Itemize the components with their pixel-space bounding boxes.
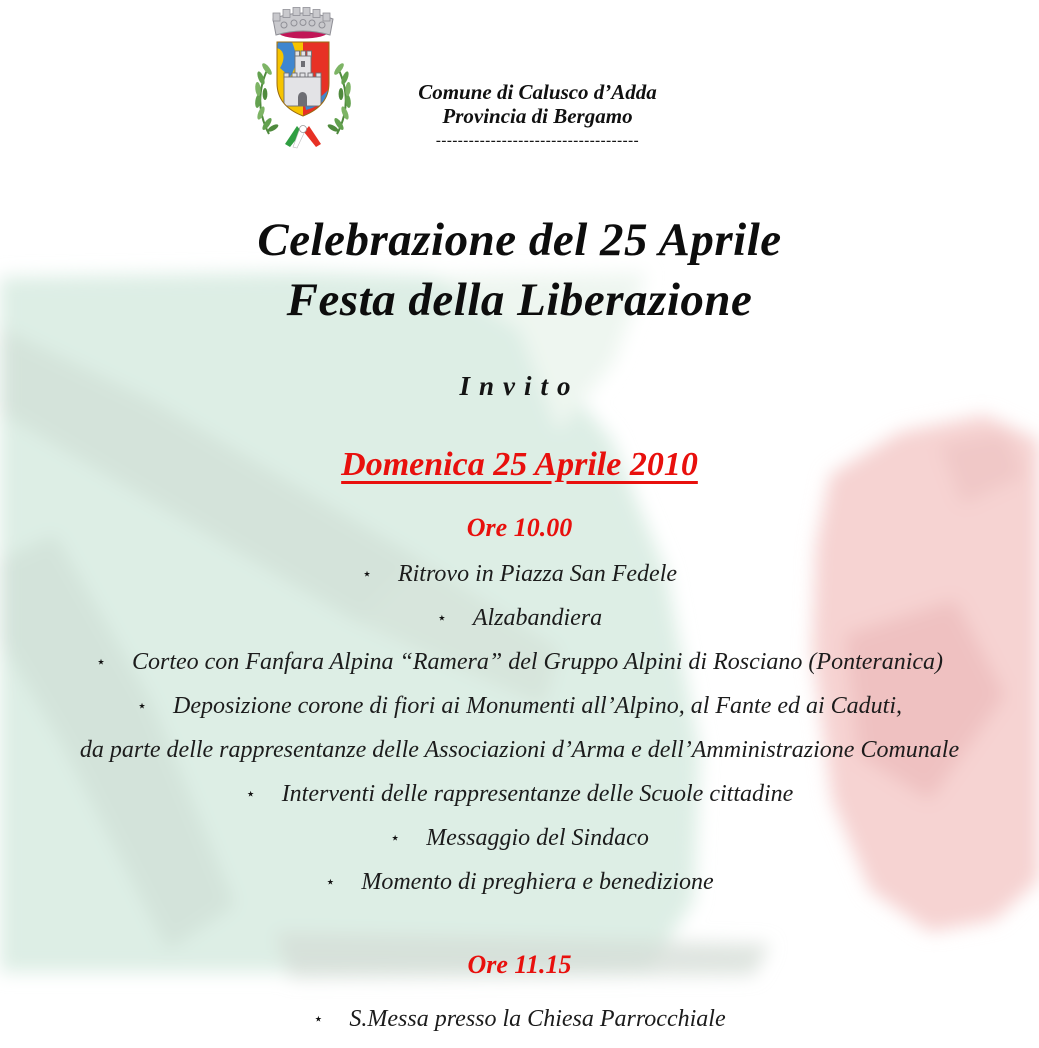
star-bullet-icon: ⋆ <box>325 874 336 891</box>
star-bullet-icon: ⋆ <box>361 566 372 583</box>
mural-crown-icon <box>273 8 333 39</box>
list-item-text: Alzabandiera <box>472 605 603 631</box>
title-line1: Celebrazione del 25 Aprile <box>257 214 782 266</box>
list-item-text: Momento di preghiera e benedizione <box>361 869 714 895</box>
event-date-heading: Domenica 25 Aprile 2010 <box>341 446 698 483</box>
star-bullet-icon: ⋆ <box>136 698 147 715</box>
list-item <box>0 860 1039 904</box>
star-bullet-icon: ⋆ <box>245 786 256 803</box>
dashed-divider: ------------------------------------- <box>435 132 640 149</box>
municipality-name: Comune di Calusco d’Adda <box>418 80 657 104</box>
list-item <box>0 816 1039 860</box>
star-bullet-icon: ⋆ <box>390 830 401 847</box>
page-title <box>0 210 1039 330</box>
time-heading-mass: Ore 11.15 <box>467 950 572 979</box>
list-item <box>0 552 1039 596</box>
list-item <box>0 997 1039 1042</box>
time-heading-morning: Ore 10.00 <box>466 513 573 542</box>
list-item-text: da parte delle rappresentanze delle Associazioni d’Arma e dell’Amministrazione Comunale <box>79 737 960 763</box>
title-line2: Festa della Liberazione <box>286 274 753 326</box>
list-item <box>0 640 1039 684</box>
municipality-header <box>380 80 695 150</box>
list-item-continuation <box>0 728 1039 772</box>
list-item <box>0 772 1039 816</box>
list-item <box>0 596 1039 640</box>
list-item-text: Ritrovo in Piazza San Fedele <box>397 561 678 587</box>
list-item <box>0 684 1039 728</box>
municipal-coat-of-arms-icon <box>243 4 363 152</box>
list-item-text: Corteo con Fanfara Alpina “Ramera” del Gruppo Alpini di Rosciano (Ponteranica) <box>131 649 944 675</box>
province-name: Provincia di Bergamo <box>442 104 633 129</box>
star-bullet-icon: ⋆ <box>436 610 447 627</box>
star-bullet-icon: ⋆ <box>95 654 106 671</box>
shield-icon <box>277 42 329 118</box>
invitation-label: Invito <box>459 371 580 401</box>
list-item-text: Interventi delle rappresentanze delle Scuole cittadine <box>281 781 794 807</box>
list-item-text: Deposizione corone di fiori ai Monumenti all’Alpino, al Fante ed ai Caduti, <box>172 693 903 719</box>
program-list <box>0 552 1039 904</box>
tricolor-ribbon-icon <box>285 126 321 149</box>
star-bullet-icon: ⋆ <box>313 1011 324 1028</box>
list-item-text: Messaggio del Sindaco <box>426 825 649 851</box>
list-item-text: S.Messa presso la Chiesa Parrocchiale <box>349 1006 726 1032</box>
